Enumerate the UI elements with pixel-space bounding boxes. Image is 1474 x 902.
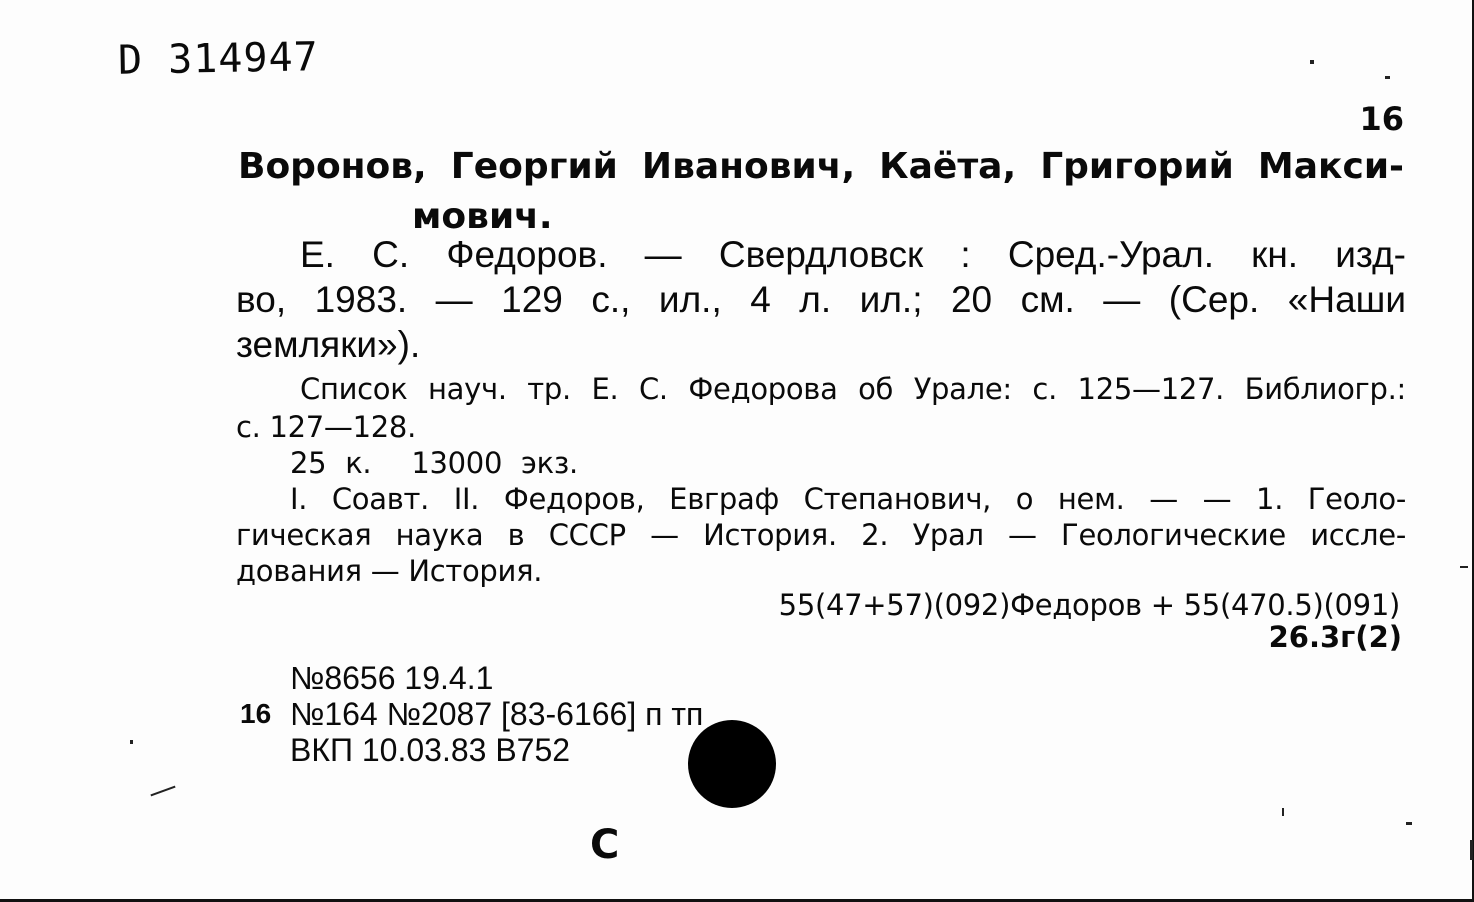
udc-classification: 55(47+57)(092)Федоров + 55(470.5)(091) — [778, 588, 1400, 622]
subject-headings-line-2: гическая наука в СССР — История. 2. Урал — Геологические иссле- — [236, 518, 1406, 552]
corner-letter: С — [590, 822, 620, 868]
author-heading: Воронов, Георгий Иванович, Каёта, Григорий Макси- — [238, 146, 1404, 187]
subject-headings-line-3: дования — История. — [236, 554, 543, 588]
punch-hole — [688, 720, 776, 808]
scan-speck — [1460, 566, 1468, 568]
author-heading-continued: мович. — [412, 196, 553, 237]
title-line-2: во, 1983. — 129 с., ил., 4 л. ил.; 20 см. — (Сер. «Наши — [236, 279, 1406, 320]
inventory-number: D 314947 — [117, 34, 320, 84]
card-number: 16 — [1359, 100, 1404, 138]
title-line-1: Е. С. Федоров. — Свердловск : Сред.-Урал. кн. изд- — [300, 234, 1406, 275]
price-and-print-run — [290, 444, 578, 482]
bbk-classification: 26.3г(2) — [1268, 620, 1402, 654]
scan-speck — [1282, 808, 1284, 816]
scan-speck — [1406, 822, 1412, 825]
price: 25 к. — [290, 446, 372, 480]
print-run: 13000 экз. — [411, 446, 578, 480]
title-line-3: земляки»). — [236, 324, 421, 365]
bibliography-note-line-1: Список науч. тр. Е. С. Федорова об Урале: с. 125—127. Библиогр.: — [300, 372, 1406, 406]
coauthor-label: I. Соавт. — [290, 482, 430, 516]
print-info-line-2: №164 №2087 [83-6166] п тп — [290, 696, 704, 732]
scan-speck — [1385, 76, 1390, 79]
scan-speck — [150, 786, 175, 797]
print-info-card-number: 16 — [240, 698, 272, 729]
scan-speck — [1470, 840, 1473, 860]
print-info-line-1: №8656 19.4.1 — [290, 660, 494, 696]
scan-speck — [130, 740, 133, 744]
print-info-line-3: ВКП 10.03.83 В752 — [290, 732, 571, 768]
subject-headings-line-1 — [290, 480, 1406, 518]
scan-speck — [1310, 60, 1314, 64]
subject-headings-rest: II. Федоров, Евграф Степанович, о нем. — — 1. Геоло- — [453, 482, 1407, 516]
bibliography-note-line-2: с. 127—128. — [236, 410, 417, 444]
